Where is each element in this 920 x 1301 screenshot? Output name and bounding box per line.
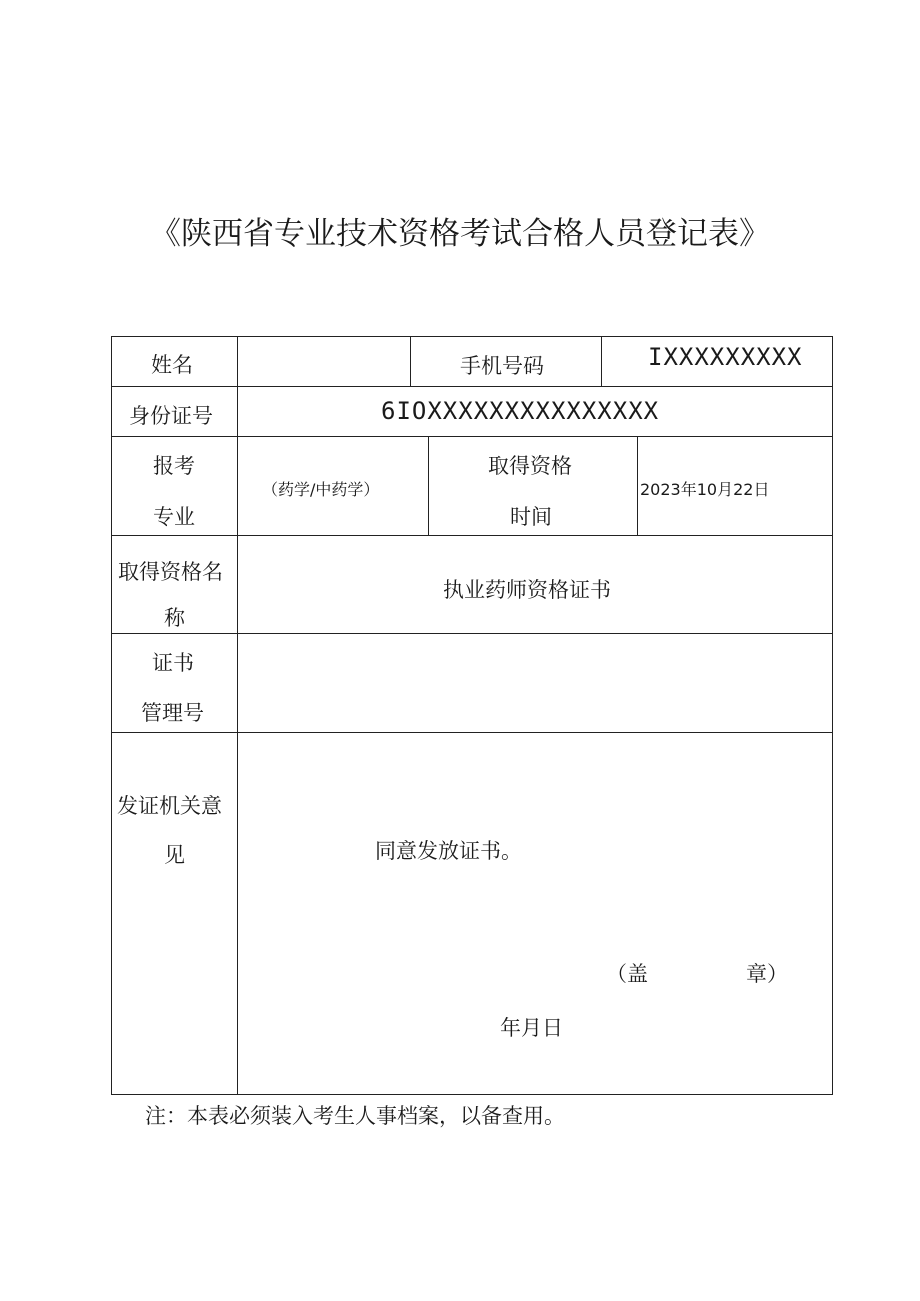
- major-value: （药学/中药学）: [262, 480, 380, 499]
- table-border-left: [111, 336, 112, 1095]
- column-divider: [428, 436, 429, 536]
- table-border-bottom: [111, 1094, 833, 1095]
- issuing-opinion-label-line1: 发证机关意: [117, 794, 222, 818]
- column-divider: [410, 336, 411, 387]
- column-divider: [237, 336, 238, 1095]
- document-title: 《陕西省专业技术资格考试合格人员登记表》: [150, 216, 770, 252]
- major-label-line1: 报考: [153, 454, 195, 478]
- qualification-name-label-line2: 称: [164, 606, 185, 630]
- row-divider: [111, 732, 833, 733]
- major-label-line2: 专业: [153, 505, 195, 529]
- row-divider: [111, 386, 833, 387]
- table-border-top: [111, 336, 833, 337]
- issuing-opinion-text: 同意发放证书。: [375, 839, 522, 863]
- phone-value: IXXXXXXXXX: [648, 343, 803, 371]
- qualification-time-value: 2023年10月22日: [640, 480, 770, 499]
- footer-note: 注：本表必须装入考生人事档案，以备查用。: [145, 1104, 565, 1128]
- name-field[interactable]: [245, 349, 405, 377]
- row-divider: [111, 436, 833, 437]
- id-number-value: 6IOXXXXXXXXXXXXXXX: [381, 397, 660, 425]
- opinion-date: 年月日: [500, 1016, 563, 1040]
- row-divider: [111, 535, 833, 536]
- name-label: 姓名: [151, 353, 193, 377]
- id-number-label: 身份证号: [129, 404, 213, 428]
- certificate-number-label-line2: 管理号: [141, 701, 204, 725]
- seal-label-left: （盖: [606, 962, 648, 986]
- column-divider: [601, 336, 602, 387]
- qualification-name-value: 执业药师资格证书: [443, 578, 611, 602]
- row-divider: [111, 633, 833, 634]
- qualification-time-label-line2: 时间: [510, 505, 552, 529]
- certificate-number-label-line1: 证书: [152, 651, 194, 675]
- column-divider: [637, 436, 638, 536]
- seal-label-right: 章）: [746, 962, 788, 986]
- certificate-number-field[interactable]: [245, 670, 825, 698]
- issuing-opinion-label-line2: 见: [164, 843, 185, 867]
- table-border-right: [832, 336, 833, 1095]
- qualification-time-label-line1: 取得资格: [488, 454, 572, 478]
- phone-label: 手机号码: [460, 354, 544, 378]
- qualification-name-label-line1: 取得资格名: [118, 560, 223, 584]
